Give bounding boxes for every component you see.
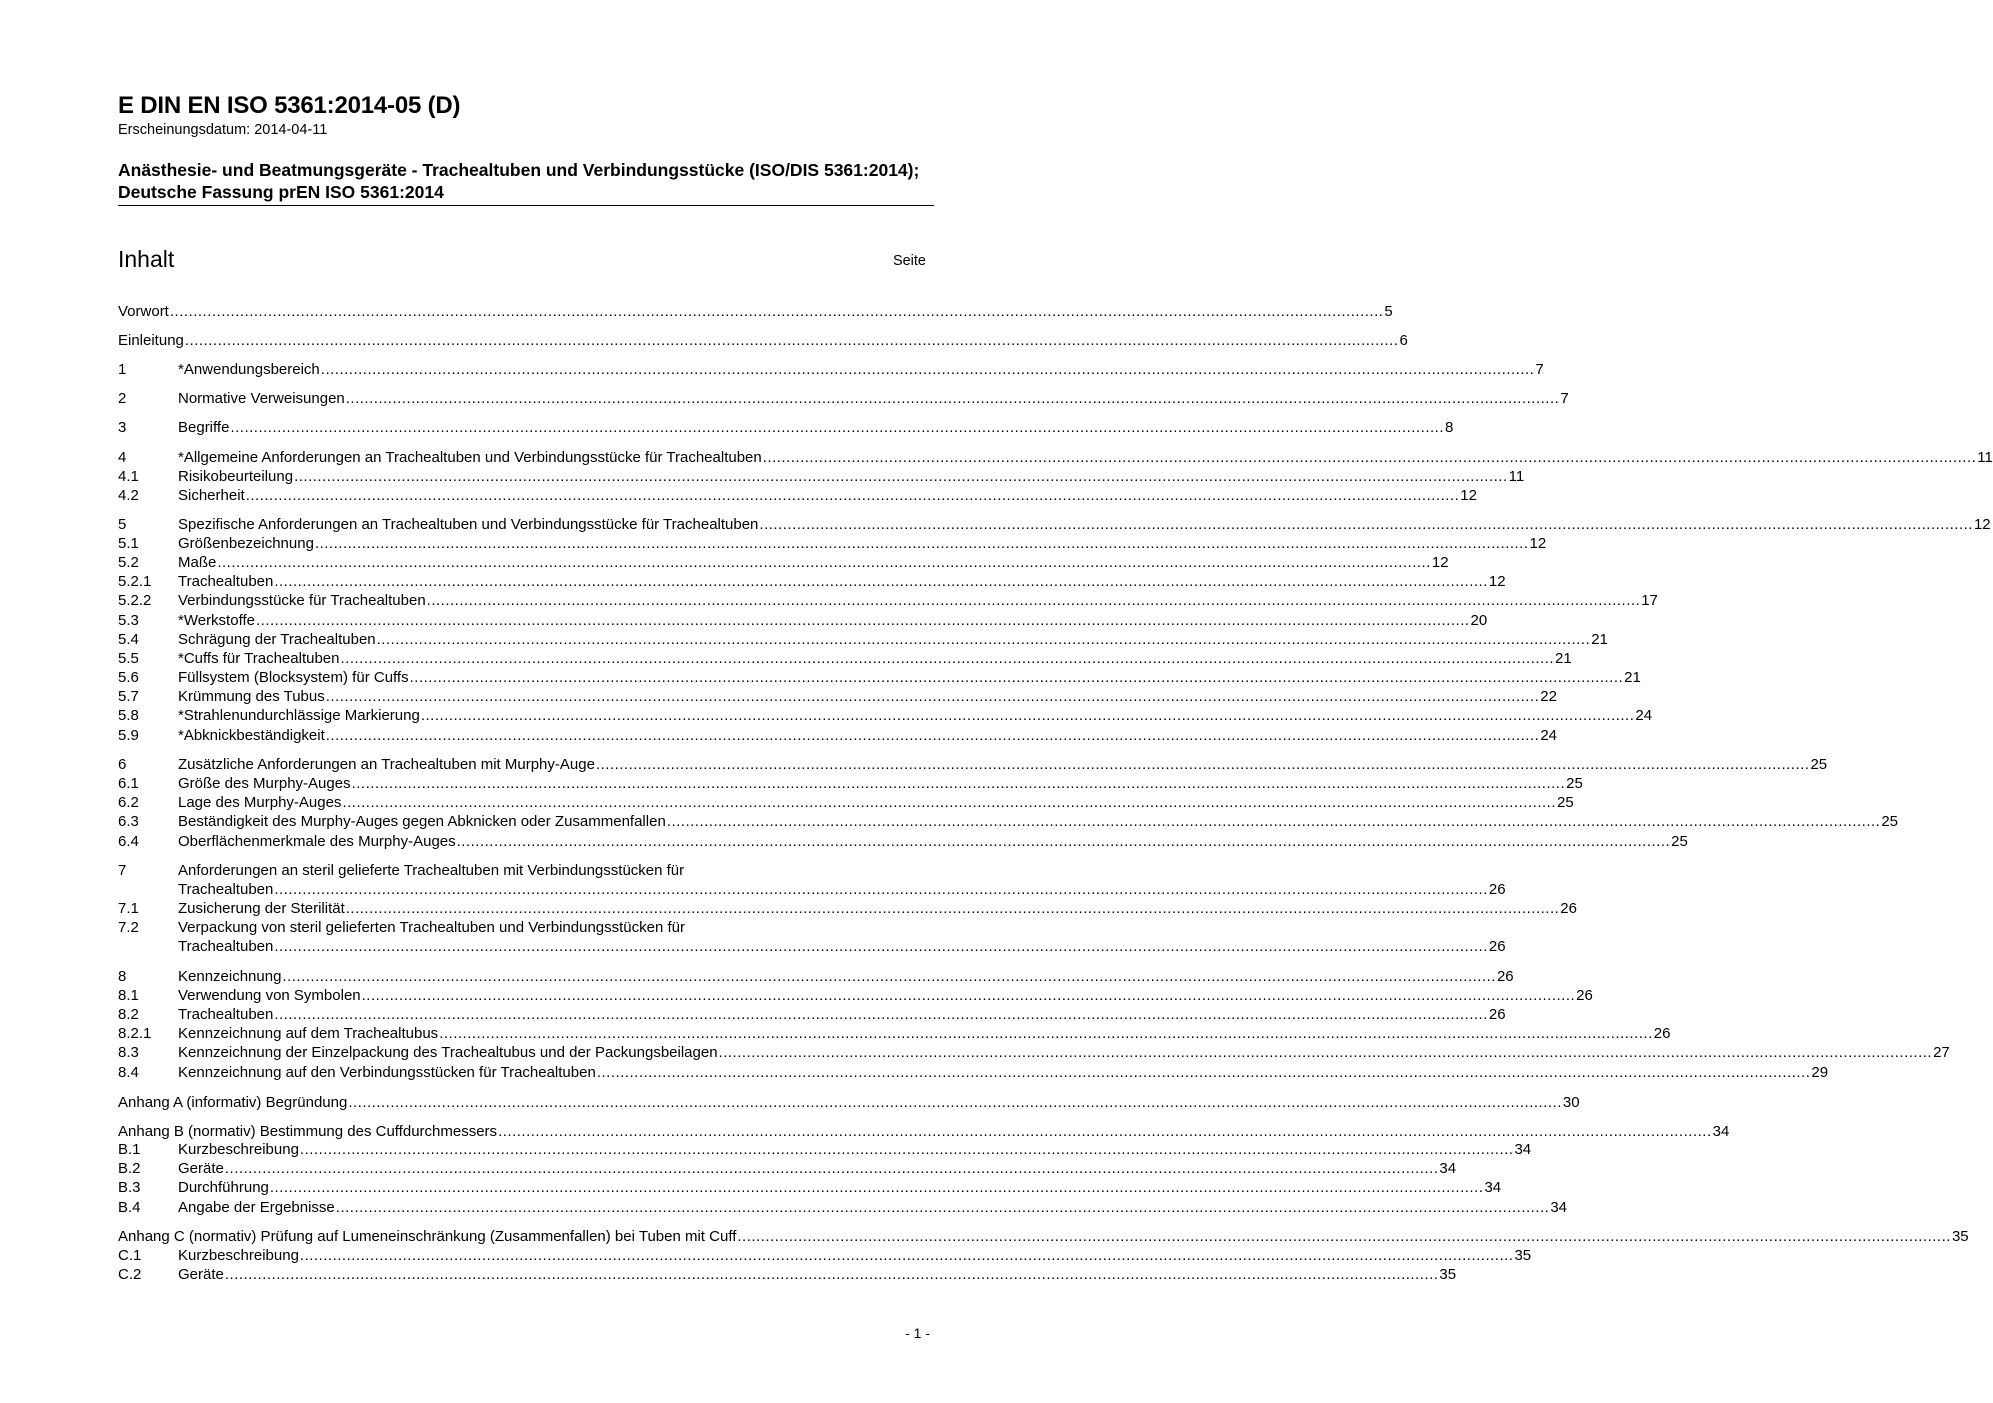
toc-dot-leader: .................................................................................................................................................................................................................................................................... [274,938,1488,955]
toc-entry-number: 5.8 [118,707,139,724]
toc-dot-leader: .................................................................................................................................................................................................................................................................... [335,1199,1550,1216]
toc-entry-page: 12 [1460,487,1477,504]
toc-entry-page: 26 [1560,900,1577,917]
toc-entry[interactable] [118,918,1506,956]
toc-entry-title: Anhang C (normativ) Prüfung auf Lumeneinschränkung (Zusammenfallen) bei Tuben mit Cuff [118,1228,737,1245]
toc-dot-leader: .................................................................................................................................................................................................................................................................... [169,303,1384,320]
toc-entry-page: 25 [1556,794,1574,811]
toc-entry[interactable] [118,861,1506,899]
toc-entry-number: 5.2.2 [118,592,152,609]
document-subtitle: Anästhesie- und Beatmungsgeräte - Trachealtuben und Verbindungsstücke (ISO/DIS 5361:2014); Deutsche Fassung prEN ISO 5361:2014 [118,160,920,202]
toc-entry-page: 17 [1641,592,1658,609]
toc-entry-title: Geräte [178,1160,224,1177]
toc-entry-title: *Cuffs für Trachealtuben [178,650,340,667]
toc-entry-number: 8.4 [118,1064,139,1081]
toc-entry-page: 25 [1810,756,1828,773]
toc-entry-number: 8 [118,968,127,985]
toc-dot-leader: .................................................................................................................................................................................................................................................................... [376,631,1591,648]
toc-dot-leader: .................................................................................................................................................................................................................................................................... [345,390,1560,407]
toc-dot-leader: .................................................................................................................................................................................................................................................................... [737,1228,1951,1245]
toc-entry-number: 4 [118,449,127,466]
toc-entry-title: Begriffe [178,419,230,436]
toc-entry-title: Kennzeichnung [178,968,282,985]
toc-entry-title: Angabe der Ergebnisse [178,1199,335,1216]
toc-entry-page: 21 [1555,650,1572,667]
toc-dot-leader: .................................................................................................................................................................................................................................................................... [348,1094,1562,1111]
toc-entry-title: Kennzeichnung auf dem Trachealtubus [178,1025,439,1042]
toc-entry-page: 27 [1933,1044,1950,1061]
toc-dot-leader: .................................................................................................................................................................................................................................................................... [595,756,1810,773]
toc-dot-leader: .................................................................................................................................................................................................................................................................... [230,419,1444,436]
toc-entry-number: 5.7 [118,688,139,705]
toc-entry-title: Einleitung [118,332,184,349]
toc-dot-leader: .................................................................................................................................................................................................................................................................... [269,1179,1484,1196]
toc-dot-leader: .................................................................................................................................................................................................................................................................... [274,881,1488,898]
toc-entry-title: Größenbezeichnung [178,535,314,552]
toc-entry-page: 34 [1550,1199,1568,1216]
header-divider [118,205,934,206]
toc-dot-leader: .................................................................................................................................................................................................................................................................... [184,332,1399,349]
toc-entry-title: Normative Verweisungen [178,390,345,407]
toc-dot-leader: .................................................................................................................................................................................................................................................................... [456,833,1671,850]
toc-entry-page: 26 [1488,938,1506,955]
toc-dot-leader: .................................................................................................................................................................................................................................................................... [299,1247,1514,1264]
toc-entry-number: 6.4 [118,833,139,850]
toc-entry-page: 34 [1514,1141,1532,1158]
document-title: E DIN EN ISO 5361:2014-05 (D) [118,92,461,119]
toc-entry-page: 35 [1514,1247,1532,1264]
toc-dot-leader: .................................................................................................................................................................................................................................................................... [274,1006,1488,1023]
toc-entry-title: *Allgemeine Anforderungen an Trachealtuben und Verbindungsstücke für Trachealtuben [178,449,762,466]
toc-entry-page: 26 [1496,968,1514,985]
toc-entry-page: 21 [1624,669,1641,686]
toc-entry-number: 5.5 [118,650,139,667]
toc-entry-title-continued: Trachealtuben [178,938,274,955]
toc-dot-leader: .................................................................................................................................................................................................................................................................... [420,707,1635,724]
toc-dot-leader: .................................................................................................................................................................................................................................................................... [718,1044,1933,1061]
toc-entry-page: 35 [1951,1228,1969,1245]
toc-entry-page: 26 [1488,881,1506,898]
publication-date: Erscheinungsdatum: 2014-04-11 [118,122,328,138]
toc-entry-page: 20 [1470,612,1488,629]
toc-entry-title: Sicherheit [178,487,245,504]
toc-entry-title: Kurzbeschreibung [178,1141,299,1158]
toc-entry-number: 5 [118,516,127,533]
toc-entry-title: Maße [178,554,217,571]
toc-entry-number: B.2 [118,1160,141,1177]
toc-entry-page: 24 [1540,727,1557,744]
toc-entry-title: Durchführung [178,1179,269,1196]
toc-dot-leader: .................................................................................................................................................................................................................................................................... [762,449,1977,466]
toc-entry-page: 7 [1560,390,1569,407]
toc-dot-leader: .................................................................................................................................................................................................................................................................... [325,688,1540,705]
toc-entry-number: 6.3 [118,813,139,830]
toc-entry-title: Lage des Murphy-Auges [178,794,342,811]
toc-dot-leader: .................................................................................................................................................................................................................................................................... [426,592,1641,609]
toc-entry-title: Zusicherung der Sterilität [178,900,345,917]
toc-entry-number: 8.1 [118,987,139,1004]
toc-entry-page: 34 [1484,1179,1502,1196]
toc-entry-page: 34 [1439,1160,1457,1177]
toc-dot-leader: .................................................................................................................................................................................................................................................................... [294,468,1508,485]
toc-entry-title: Krümmung des Tubus [178,688,325,705]
toc-dot-leader: .................................................................................................................................................................................................................................................................... [409,669,1624,686]
toc-entry-title: Verwendung von Symbolen [178,987,361,1004]
toc-entry-title: Kennzeichnung auf den Verbindungsstücken für Trachealtuben [178,1064,596,1081]
toc-dot-leader: .................................................................................................................................................................................................................................................................... [759,516,1973,533]
toc-entry-title: *Strahlenundurchlässige Markierung [178,707,420,724]
toc-dot-leader: .................................................................................................................................................................................................................................................................... [340,650,1555,667]
toc-dot-leader: .................................................................................................................................................................................................................................................................... [217,554,1431,571]
toc-entry-title: Anforderungen an steril gelieferte Trachealtuben mit Verbindungsstücken für [178,862,685,879]
toc-entry-number: 7.2 [118,919,139,936]
toc-entry-page: 6 [1399,332,1408,349]
toc-entry-number: 8.3 [118,1044,139,1061]
toc-entry-number: 5.6 [118,669,139,686]
toc-entry-page: 25 [1566,775,1583,792]
toc-dot-leader: .................................................................................................................................................................................................................................................................... [320,361,1535,378]
toc-dot-leader: .................................................................................................................................................................................................................................................................... [666,813,1881,830]
toc-entry-number: 3 [118,419,127,436]
toc-entry-number: 5.1 [118,535,139,552]
toc-dot-leader: .................................................................................................................................................................................................................................................................... [224,1266,1439,1283]
toc-entry-title: Verpackung von steril gelieferten Trachealtuben und Verbindungsstücken für [178,919,685,936]
toc-entry-number: 8.2 [118,1006,139,1023]
toc-entry-page: 24 [1635,707,1653,724]
toc-entry-page: 5 [1384,303,1393,320]
toc-entry-number: 6 [118,756,127,773]
toc-heading: Inhalt [118,246,175,272]
toc-entry-page: 7 [1535,361,1544,378]
toc-entry-number: 2 [118,390,127,407]
toc-entry-page: 30 [1562,1094,1580,1111]
toc-dot-leader: .................................................................................................................................................................................................................................................................... [314,535,1529,552]
toc-entry-title-continued: Trachealtuben [178,881,274,898]
toc-entry-page: 12 [1973,516,1991,533]
toc-entry-number: 8.2.1 [118,1025,152,1042]
toc-entry-title: *Abknickbeständigkeit [178,727,325,744]
toc-dot-leader: .................................................................................................................................................................................................................................................................... [498,1123,1712,1140]
toc-entry-number: 4.1 [118,468,139,485]
toc-entry-number: 5.9 [118,727,139,744]
toc-entry-number: 7 [118,862,127,879]
toc-page-column-label: Seite [892,253,926,269]
page-number: - 1 - [905,1325,930,1341]
toc-entry-title: Anhang B (normativ) Bestimmung des Cuffdurchmessers [118,1123,498,1140]
toc-entry-number: 5.2.1 [118,573,152,590]
toc-entry-page: 29 [1811,1064,1829,1081]
toc-entry-number: B.1 [118,1141,141,1158]
toc-entry-number: C.1 [118,1247,142,1264]
toc-entry-number: 1 [118,361,127,378]
toc-entry-page: 12 [1431,554,1449,571]
toc-dot-leader: .................................................................................................................................................................................................................................................................... [282,968,1496,985]
toc-entry-title: Risikobeurteilung [178,468,294,485]
toc-entry-page: 26 [1653,1025,1671,1042]
toc-entry-page: 25 [1881,813,1899,830]
toc-dot-leader: .................................................................................................................................................................................................................................................................... [342,794,1556,811]
toc-entry-page: 11 [1508,468,1525,485]
toc-entry-page: 34 [1712,1123,1730,1140]
toc-dot-leader: .................................................................................................................................................................................................................................................................... [345,900,1560,917]
toc-entry-page: 12 [1488,573,1506,590]
toc-entry-title: Kurzbeschreibung [178,1247,299,1264]
toc-dot-leader: .................................................................................................................................................................................................................................................................... [245,487,1460,504]
toc-entry-page: 22 [1540,688,1557,705]
toc-entry-title: Anhang A (informativ) Begründung [118,1094,348,1111]
toc-entry-number: B.4 [118,1199,141,1216]
toc-dot-leader: .................................................................................................................................................................................................................................................................... [299,1141,1514,1158]
toc-entry-title: Füllsystem (Blocksystem) für Cuffs [178,669,409,686]
toc-entry-title: Verbindungsstücke für Trachealtuben [178,592,426,609]
toc-entry-page: 26 [1488,1006,1506,1023]
toc-dot-leader: .................................................................................................................................................................................................................................................................... [255,612,1470,629]
toc-entry-page: 8 [1444,419,1454,436]
toc-entry-title: Zusätzliche Anforderungen an Trachealtuben mit Murphy-Auge [178,756,595,773]
toc-entry-title: Schrägung der Trachealtuben [178,631,376,648]
toc-dot-leader: .................................................................................................................................................................................................................................................................... [224,1160,1439,1177]
toc-entry-number: 5.3 [118,612,139,629]
toc-dot-leader: .................................................................................................................................................................................................................................................................... [439,1025,1653,1042]
toc-entry-number: 6.1 [118,775,139,792]
toc-entry-number: 5.4 [118,631,139,648]
toc-dot-leader: .................................................................................................................................................................................................................................................................... [351,775,1566,792]
toc-entry-title: Trachealtuben [178,1006,274,1023]
toc-entry-title: Spezifische Anforderungen an Trachealtuben und Verbindungsstücke für Trachealtuben [178,516,759,533]
toc-entry-number: 7.1 [118,900,139,917]
toc-entry-page: 12 [1529,535,1547,552]
toc-dot-leader: .................................................................................................................................................................................................................................................................... [361,987,1576,1004]
toc-dot-leader: .................................................................................................................................................................................................................................................................... [325,727,1540,744]
toc-entry-title: Trachealtuben [178,573,274,590]
toc-dot-leader: .................................................................................................................................................................................................................................................................... [596,1064,1811,1081]
toc-entry-title: *Anwendungsbereich [178,361,320,378]
toc-entry-number: 5.2 [118,554,139,571]
toc-entry-title: Größe des Murphy-Auges [178,775,351,792]
toc-entry-page: 26 [1576,987,1593,1004]
toc-entry-title: Oberflächenmerkmale des Murphy-Auges [178,833,456,850]
toc-entry-title: *Werkstoffe [178,612,255,629]
toc-entry-number: C.2 [118,1266,142,1283]
toc-entry-title: Geräte [178,1266,224,1283]
toc-entry-page: 25 [1671,833,1688,850]
toc-entry-page: 21 [1591,631,1608,648]
toc-entry-title: Vorwort [118,303,169,320]
toc-entry-number: B.3 [118,1179,141,1196]
toc-entry-page: 35 [1439,1266,1457,1283]
toc-entry-title: Beständigkeit des Murphy-Auges gegen Abknicken oder Zusammenfallen [178,813,666,830]
toc-entry-number: 4.2 [118,487,139,504]
toc-dot-leader: .................................................................................................................................................................................................................................................................... [274,573,1488,590]
toc-entry-page: 11 [1977,449,1993,466]
toc-entry-title: Kennzeichnung der Einzelpackung des Trachealtubus und der Packungsbeilagen [178,1044,718,1061]
toc-entry-number: 6.2 [118,794,139,811]
